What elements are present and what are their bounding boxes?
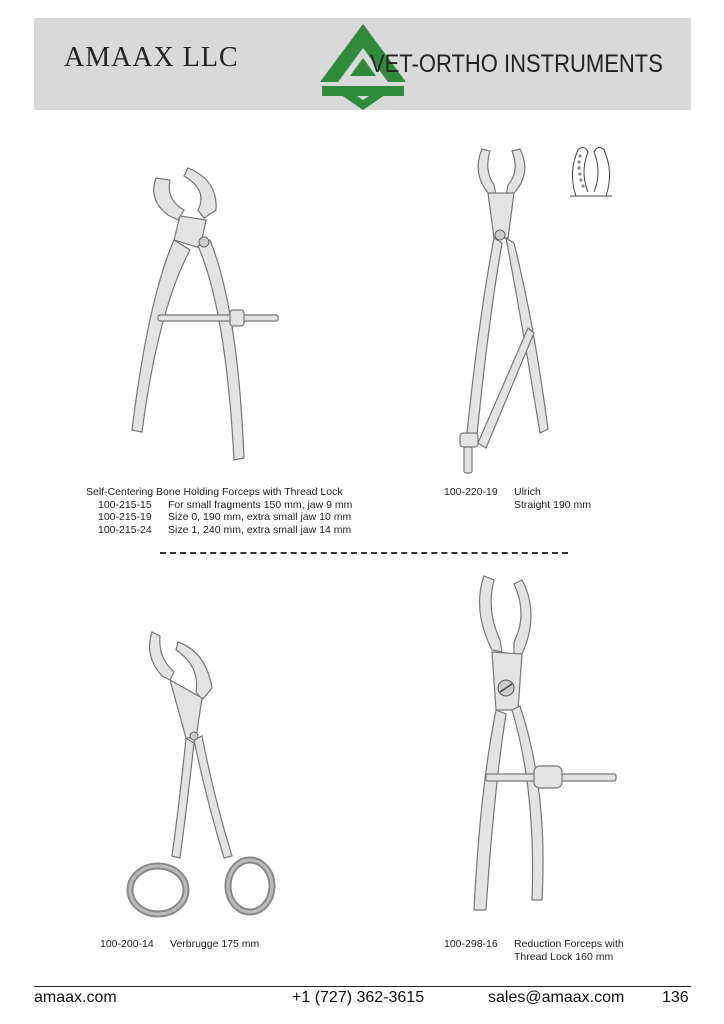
product-code: 100-215-24 xyxy=(98,523,152,536)
footer-divider xyxy=(34,986,691,987)
product-caption-reduction xyxy=(444,938,624,963)
footer-website-link[interactable]: amaax.com xyxy=(34,989,117,1006)
page-header xyxy=(34,18,691,110)
ulrich-forceps-illustration xyxy=(448,143,560,478)
product-caption-bone-holding xyxy=(86,486,352,536)
product-code: 100-215-19 xyxy=(98,511,152,523)
product-name-line2: Thread Lock 160 mm xyxy=(514,950,614,963)
variant-desc: Size 1, 240 mm, extra small jaw 14 mm xyxy=(168,523,352,536)
variant-row xyxy=(86,499,352,512)
product-desc: Straight 190 mm xyxy=(514,498,592,511)
section-divider xyxy=(160,552,568,554)
variant-row xyxy=(86,524,352,537)
product-caption-verbrugge xyxy=(100,938,259,951)
catalog-category: VET-ORTHO INSTRUMENTS xyxy=(370,50,663,78)
company-name: AMAAX LLC xyxy=(64,42,239,73)
product-code: 100-200-14 xyxy=(100,938,154,950)
ulrich-jaw-detail-icon xyxy=(566,142,616,200)
variant-row xyxy=(86,511,352,524)
bone-holding-forceps-thread-lock-illustration xyxy=(118,160,288,470)
variant-desc: Size 0, 190 mm, extra small jaw 10 mm xyxy=(168,511,352,523)
variant-desc: For small fragments 150 mm, jaw 9 mm xyxy=(168,498,353,511)
page-number: 136 xyxy=(662,989,689,1006)
verbrugge-forceps-illustration xyxy=(120,628,282,922)
product-caption-ulrich xyxy=(444,486,591,511)
product-title: Self-Centering Bone Holding Forceps with Thread Lock xyxy=(86,486,343,498)
product-code: 100-215-15 xyxy=(98,498,152,511)
product-code: 100-220-19 xyxy=(444,486,498,498)
footer-email-link[interactable]: sales@amaax.com xyxy=(488,989,625,1006)
product-name: Ulrich xyxy=(514,486,541,498)
footer-phone: +1 (727) 362-3615 xyxy=(292,989,425,1006)
product-code: 100-298-16 xyxy=(444,938,498,950)
product-name: Verbrugge 175 mm xyxy=(170,938,260,950)
product-name: Reduction Forceps with xyxy=(514,938,624,950)
reduction-forceps-illustration xyxy=(462,570,622,922)
